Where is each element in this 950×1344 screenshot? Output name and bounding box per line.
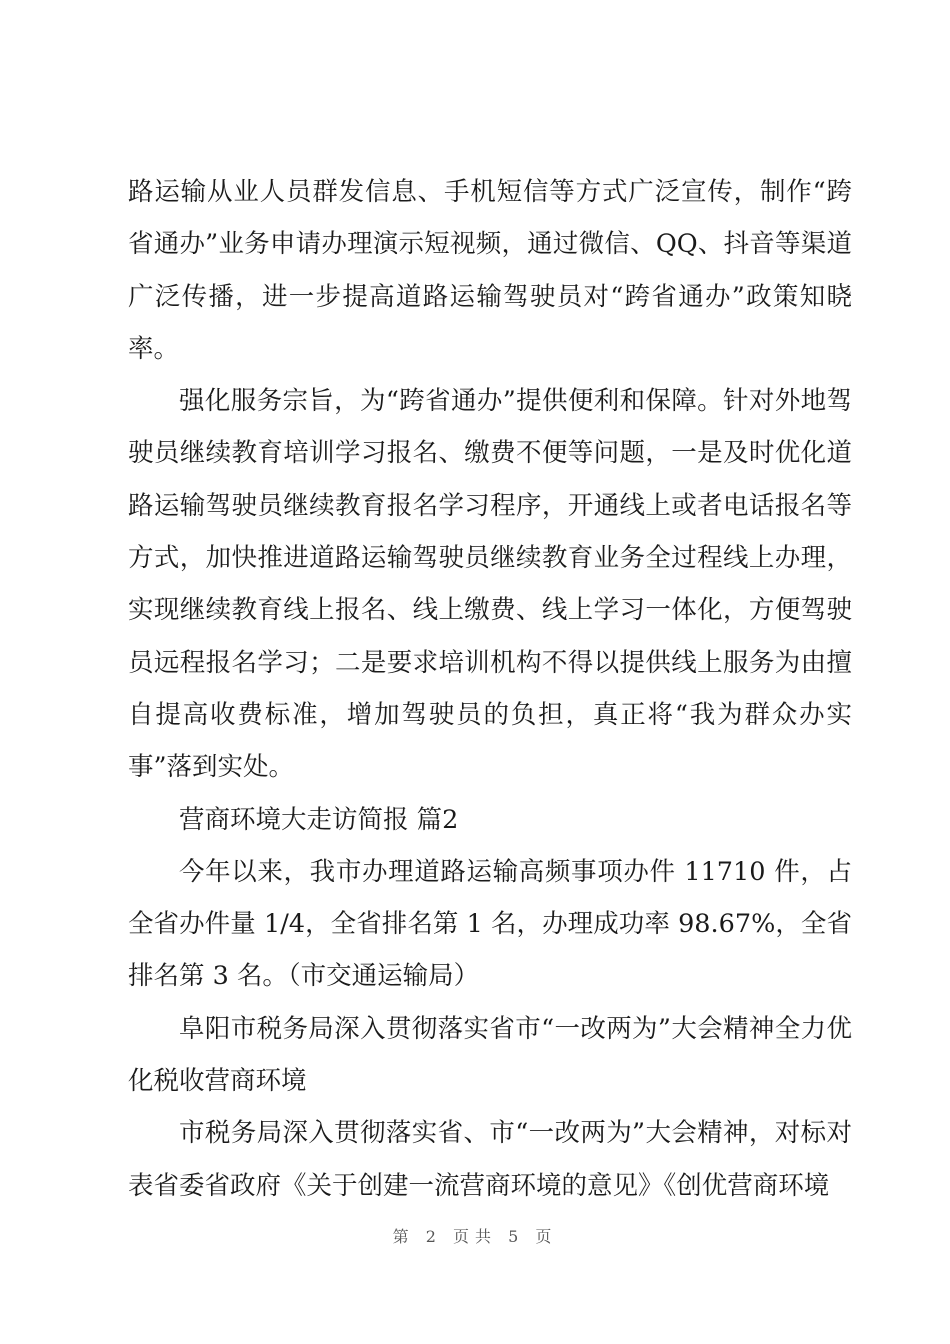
paragraph-statistics: 今年以来，我市办理道路运输高频事项办件 11710 件，占全省办件量 1/4，全省排名第 1 名，办理成功率 98.67%，全省排名第 3 名。（市交通运输局） [128, 856, 852, 992]
section-heading: 营商环境大走访简报 篇2 [179, 804, 459, 835]
paragraph-tax-bureau-body: 市税务局深入贯彻落实省、市“一改两为”大会精神，对标对表省委省政府《关于创建一流营商环境的意见》《创优营商环境 [128, 1118, 852, 1201]
document-body [128, 166, 852, 1212]
paragraph-tax-bureau-title: 阜阳市税务局深入贯彻落实省市“一改两为”大会精神全力优化税收营商环境 [128, 1013, 852, 1097]
paragraph-service-purpose: 强化服务宗旨，为“跨省通办”提供便利和保障。针对外地驾驶员继续教育培训学习报名、缴费不便等问题，一是及时优化道路运输驾驶员继续教育报名学习程序，开通线上或者电话报名等方式，加快推进道路运输驾驶员继续教育业务全过程线上办理，实现继续教育线上报名、线上缴费、线上学习一体化，方便驾驶员远程报名学习；二是要求培训机构不得以提供线上服务为由擅自提高收费标准，增加驾驶员的负担，真正将“我为群众办实事”落到实处。 [128, 386, 852, 783]
page-number-footer: 第 2 页共 5 页 [392, 1227, 558, 1246]
paragraph-continuation: 路运输从业人员群发信息、手机短信等方式广泛宣传，制作“跨省通办”业务申请办理演示短视频，通过微信、QQ、抖音等渠道广泛传播，进一步提高道路运输驾驶员对“跨省通办”政策知晓率。 [128, 177, 852, 364]
